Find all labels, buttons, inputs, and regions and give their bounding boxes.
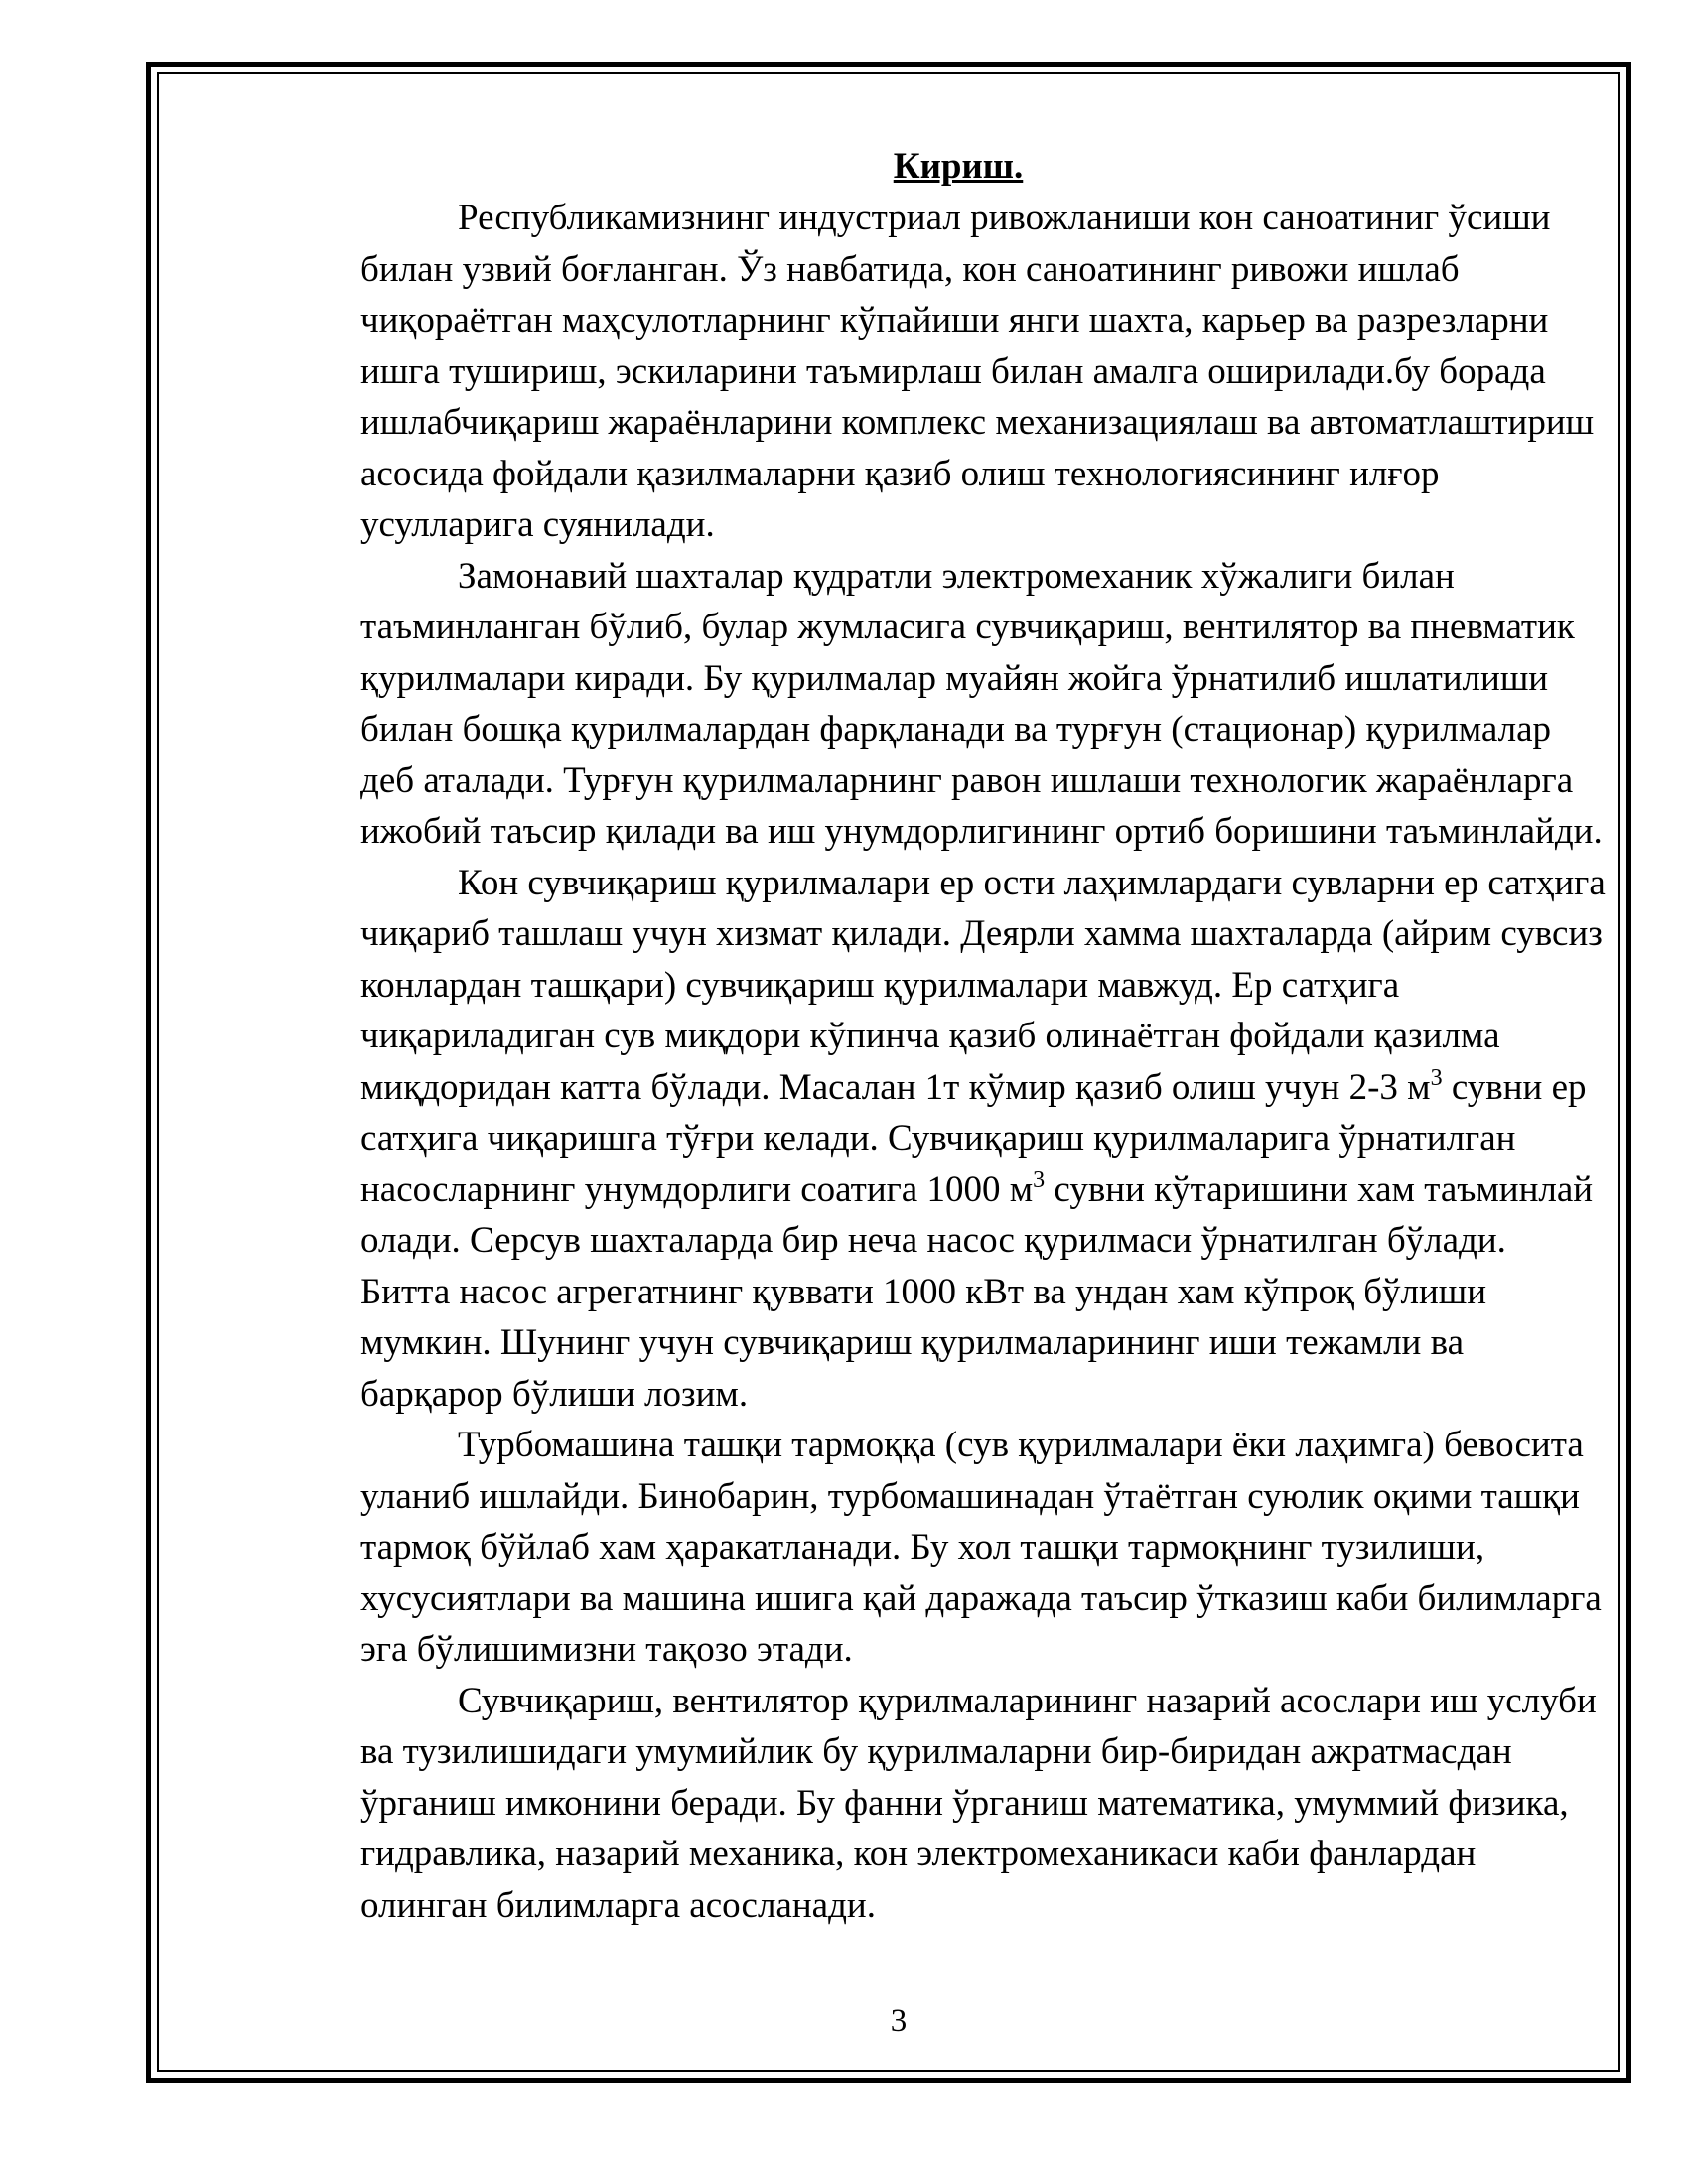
paragraph-2	[263, 551, 1603, 858]
text-line: деб аталади. Турғун қурилмаларнинг равон ишлаши технологик жараёнларга	[360, 759, 1574, 801]
text-line: Битта насос агрегатнинг қуввати 1000 кВт ва ундан хам кўпроқ бўлиши	[360, 1271, 1487, 1312]
text-line: Сувчиқариш, вентилятор қурилмаларининг назарий асослари иш услуби	[458, 1680, 1597, 1721]
text-segment: сувни кўтаришини хам таъминлай	[1045, 1168, 1594, 1210]
text-line: ишлабчиқариш жараёнларини комплекс механизациялаш ва автоматлаштириш	[360, 402, 1595, 443]
text-line: Замонавий шахталар қудратли электромеханик хўжалиги билан	[458, 555, 1455, 597]
text-line: усулларига суянилади.	[360, 504, 715, 545]
text-line: ижобий таъсир қилади ва иш унумдорлигининг ортиб боришини таъминлайди.	[360, 811, 1603, 852]
text-line: гидравлика, назарий механика, кон электромеханикаси каби фанлардан	[360, 1834, 1477, 1874]
text-segment: миқдоридан катта бўлади. Масалан 1т кўмир қазиб олиш учун 2-3 м	[360, 1066, 1431, 1108]
text-line: олинган билимларга асосланади.	[360, 1884, 876, 1926]
text-line-with-superscript	[263, 1164, 1594, 1216]
text-line: барқарор бўлиши лозим.	[360, 1373, 749, 1415]
text-line: билан бошқа қурилмалардан фарқланади ва турғун (стационар) қурилмалар	[360, 709, 1552, 750]
text-line: мумкин. Шунинг учун сувчиқариш қурилмаларининг иши тежамли ва	[360, 1322, 1464, 1363]
text-line: билан узвий боғланган. Ўз навбатида, кон саноатининг ривожи ишлаб	[360, 248, 1460, 290]
text-line: эга бўлишимизни тақозо этади.	[360, 1629, 853, 1670]
text-line: хусусиятлари ва машина ишига қай даражада таъсир ўтказиш каби билимларга	[360, 1577, 1602, 1619]
text-line: Республикамизнинг индустриал ривожланиши кон саноатиниг ўсиши	[458, 198, 1551, 238]
text-line: ўрганиш имконини беради. Бу фанни ўрганиш математика, умуммий физика,	[360, 1782, 1569, 1824]
text-line: чиқораётган маҳсулотларнинг кўпайиши янги шахта, карьер ва разрезларни	[360, 300, 1549, 341]
page-number: 3	[890, 2003, 908, 2039]
text-line: конлардан ташқари) сувчиқариш қурилмалари мавжуд. Ер сатҳига	[360, 964, 1400, 1006]
text-line: чиқариб ташлаш учун хизмат қилади. Деярли хамма шахталарда (айрим сувсиз	[360, 913, 1603, 954]
text-line: ва тузилишидаги умумийлик бу қурилмаларни бир-биридан ажратмасдан	[360, 1731, 1512, 1772]
text-segment: насосларнинг унумдорлиги соатига 1000 м	[360, 1168, 1034, 1210]
text-line: Кон сувчиқариш қурилмалари ер ости лаҳимлардаги сувларни ер сатҳига	[458, 862, 1606, 903]
text-line: чиқариладиган сув миқдори кўпинча қазиб олинаётган фойдали қазилма	[360, 1016, 1500, 1056]
text-line-with-superscript	[263, 1062, 1587, 1114]
text-line: таъминланган бўлиб, булар жумласига сувчиқариш, вентилятор ва пневматик	[360, 607, 1575, 647]
text-line: олади. Серсув шахталарда бир неча насос қурилмаси ўрнатилган бўлади.	[360, 1220, 1506, 1261]
text-line: сатҳига чиқаришга тўғри келади. Сувчиқариш қурилмаларига ўрнатилган	[360, 1118, 1516, 1159]
document-title: Кириш.	[893, 146, 1024, 187]
paragraph-4	[263, 1420, 1602, 1676]
text-segment: сувни ер	[1442, 1066, 1587, 1108]
superscript-3: 3	[1033, 1166, 1046, 1193]
text-line: қурилмалари киради. Бу қурилмалар муайян жойга ўрнатилиб ишлатилиши	[360, 657, 1549, 699]
text-line: асосида фойдали қазилмаларни қазиб олиш технологиясининг илғор	[360, 453, 1440, 494]
text-line: Турбомашина ташқи тармоққа (сув қурилмалари ёки лаҳимга) бевосита	[458, 1425, 1584, 1465]
paragraph-1	[263, 193, 1595, 551]
text-line: уланиб ишлайди. Бинобарин, турбомашинадан ўтаётган суюлик оқими ташқи	[360, 1475, 1580, 1517]
superscript-3: 3	[1430, 1064, 1443, 1091]
paragraph-3	[263, 858, 1606, 1421]
document-body	[263, 141, 1606, 1931]
paragraph-5	[263, 1676, 1597, 1932]
text-line: тармоқ бўйлаб хам ҳаракатланади. Бу хол ташқи тармоқнинг тузилиши,	[360, 1527, 1485, 1568]
text-line: ишга тушириш, эскиларини таъмирлаш билан амалга оширилади.бу борада	[360, 350, 1546, 392]
